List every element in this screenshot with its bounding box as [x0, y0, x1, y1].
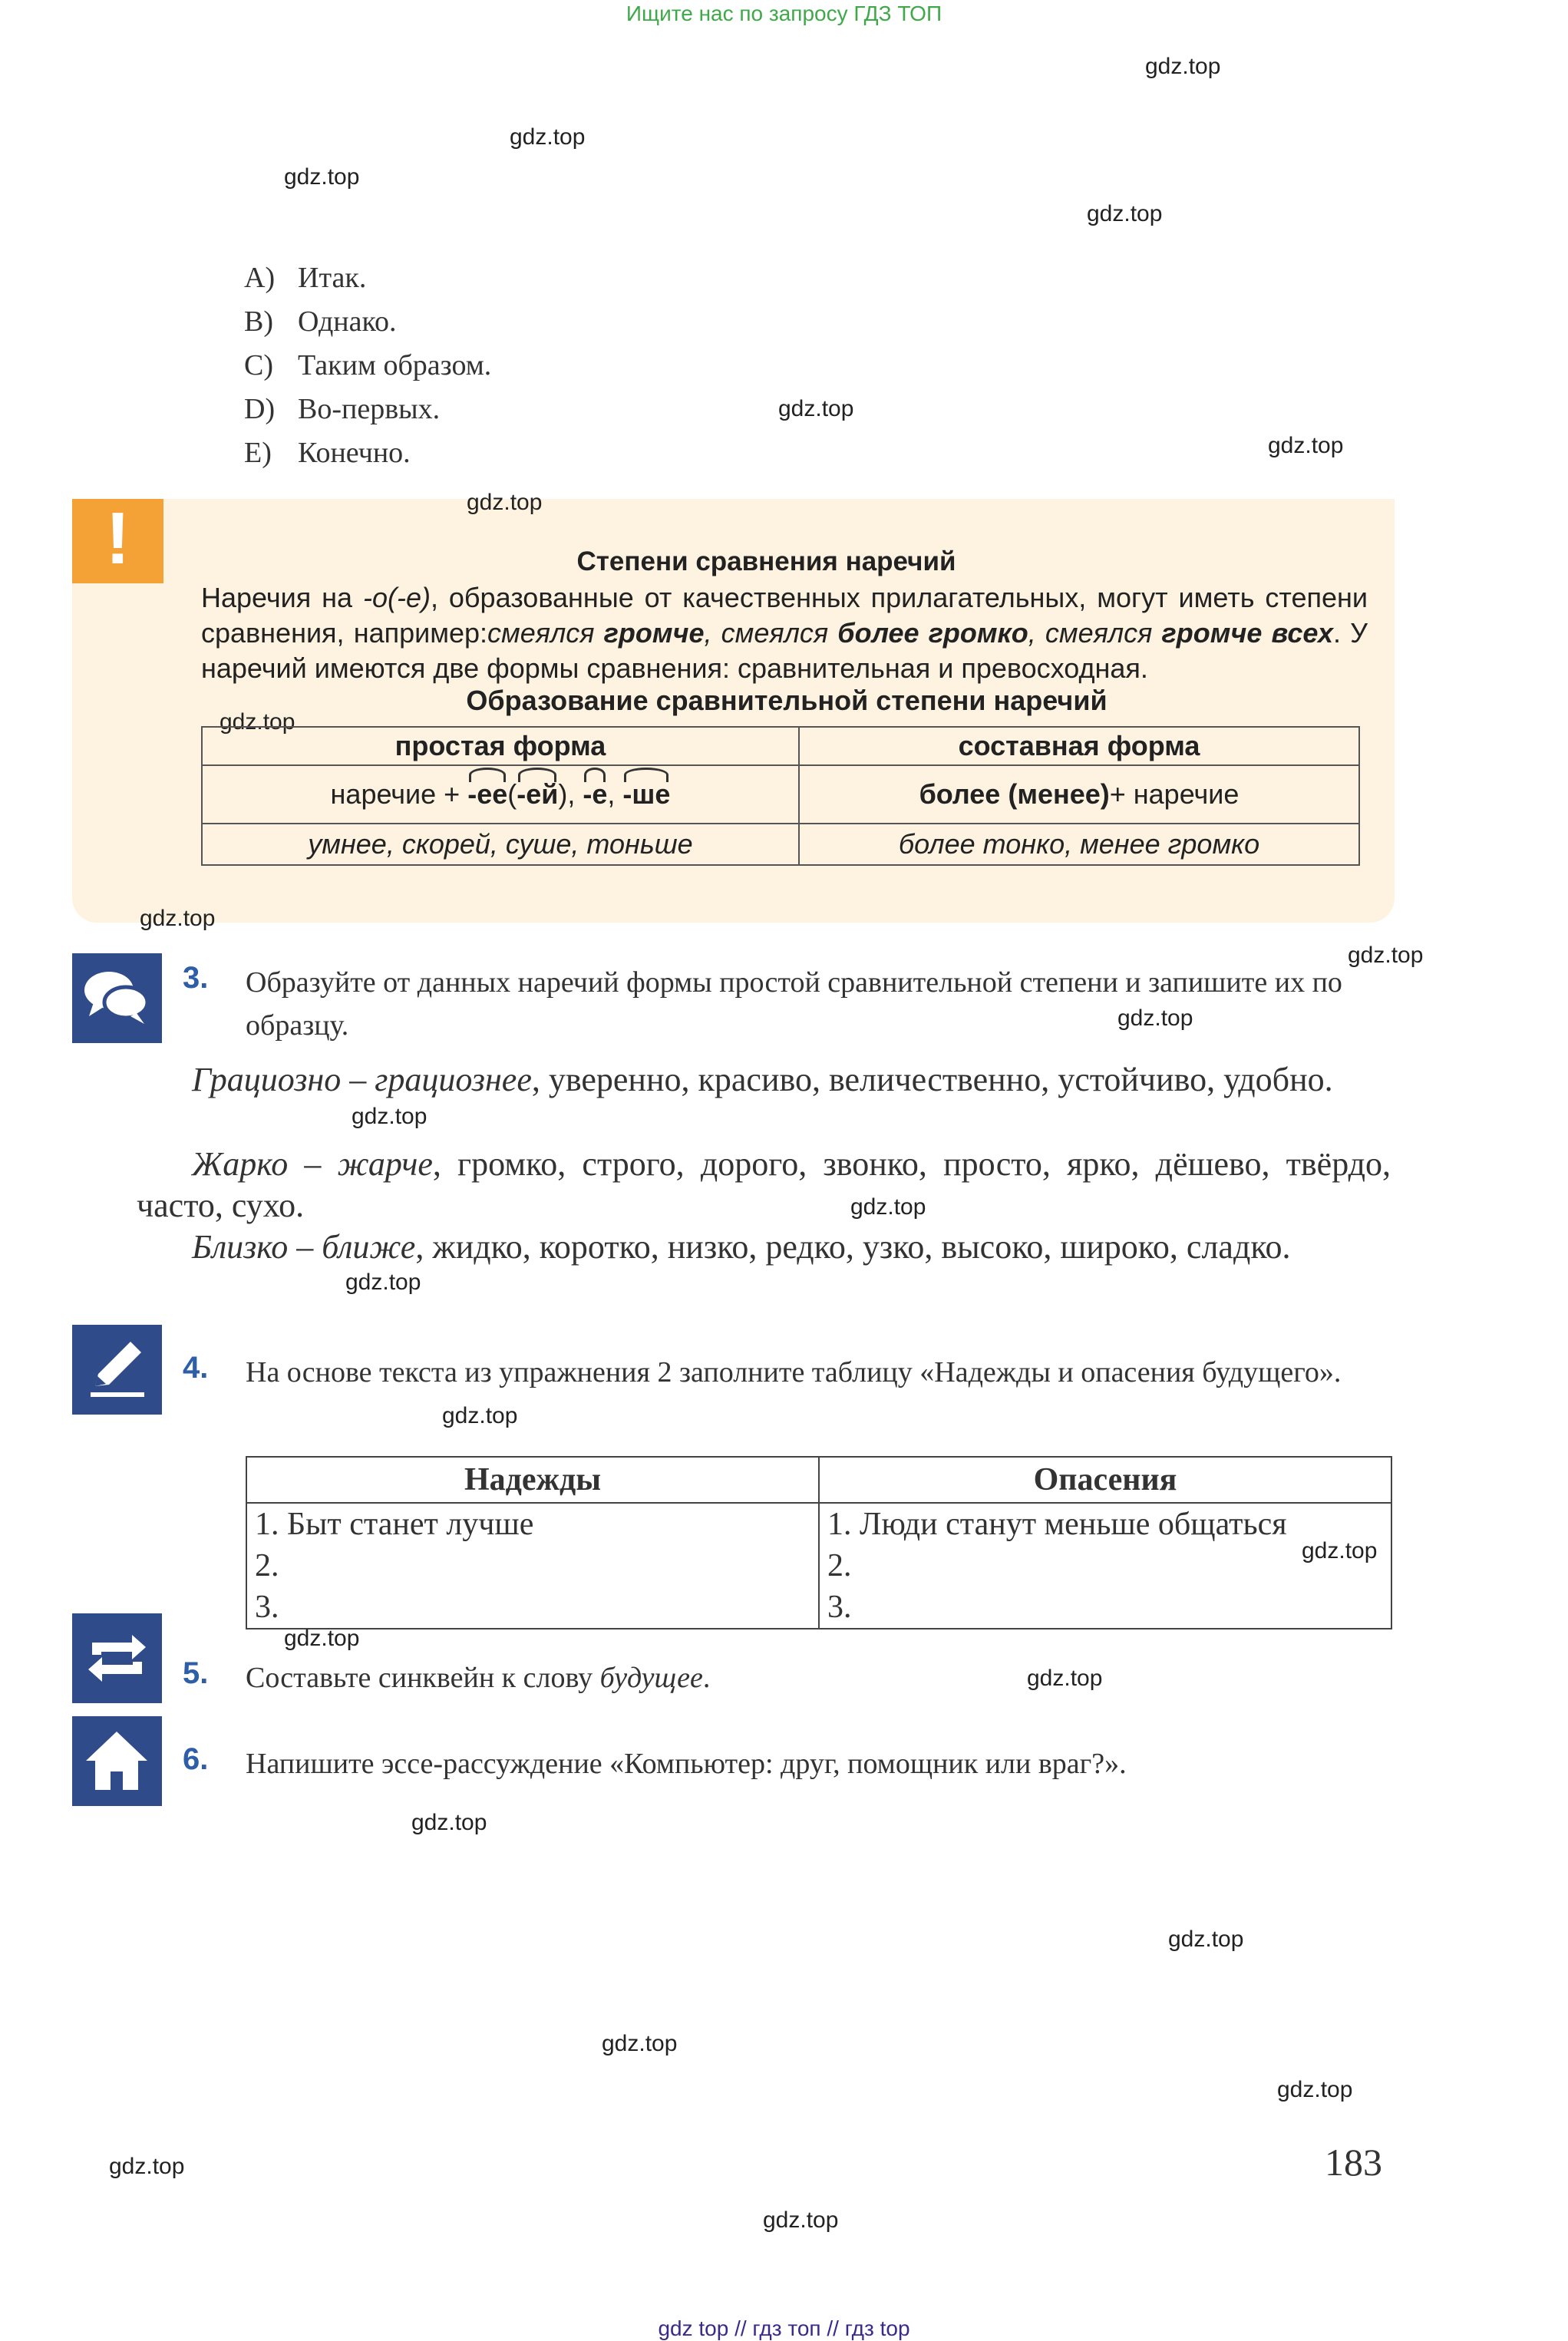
page-number: 183: [1325, 2141, 1382, 2184]
exercise-line: Грациозно – грациознее, уверенно, красиво, величественно, устойчиво, удобно.: [192, 1061, 1333, 1098]
task-text: На основе текста из упражнения 2 заполните таблицу «Надежды и опасения будущего».: [246, 1356, 1342, 1388]
answer-option: B) Однако.: [244, 305, 397, 338]
task-text: Образуйте от данных наречий формы простой сравнительной степени и запишите их по образцу.: [246, 966, 1342, 1042]
formation-table: [201, 726, 1360, 866]
task-number: 5.: [183, 1656, 209, 1690]
watermark: gdz.top: [411, 1810, 487, 1835]
exercise-line: Жарко – жарче, громко, строго, дорого, звонко, просто, ярко, дёшево, твёрдо, часто, сухо.: [137, 1145, 1391, 1224]
task-text: Составьте синквейн к слову будущее.: [246, 1662, 711, 1694]
watermark: gdz.top: [467, 490, 543, 515]
watermark: gdz.top: [345, 1270, 421, 1295]
answer-option: D) Во-первых.: [244, 393, 441, 425]
hopes-cell: [246, 1503, 819, 1629]
watermark: gdz.top: [850, 1194, 926, 1220]
hope-item: 3.: [255, 1590, 279, 1625]
answer-option: C) Таким образом.: [244, 349, 492, 381]
watermark: gdz.top: [109, 2154, 185, 2179]
watermark: gdz.top: [442, 1403, 518, 1428]
column-header-fears: Опасения: [819, 1457, 1391, 1503]
watermark: gdz.top: [1027, 1666, 1103, 1691]
watermark: gdz.top: [284, 1626, 360, 1651]
hope-item: 2.: [255, 1548, 279, 1583]
watermark: gdz.top: [1145, 54, 1221, 79]
watermark: gdz.top: [352, 1104, 427, 1129]
rule-title: Степени сравнения наречий: [576, 546, 956, 576]
answer-option: A) Итак.: [244, 262, 367, 294]
home-icon: [72, 1716, 162, 1806]
fears-cell: [819, 1503, 1391, 1629]
exclamation-icon: !: [72, 499, 163, 583]
watermark: gdz.top: [778, 396, 854, 421]
watermark: gdz.top: [602, 2031, 678, 2056]
fear-item: 2.: [827, 1548, 852, 1583]
hope-item: 1. Быт станет лучше: [255, 1507, 534, 1542]
fear-item: 1. Люди станут меньше общаться: [827, 1507, 1287, 1542]
fear-item: 3.: [827, 1590, 852, 1625]
rule-text: Наречия на -о(-е), образованные от качественных прилагательных, могут иметь степени сравнения, например:смеялся громче, смеялся более громко, смеялся громче всех. У наречий имеются две формы сравнения: сравнительная и превосходная.: [201, 582, 1368, 684]
exercise-line: Близко – ближе, жидко, коротко, низко, редко, узко, высоко, широко, сладко.: [192, 1228, 1291, 1266]
column-header-simple: простая форма: [202, 727, 799, 765]
watermark: gdz.top: [140, 906, 216, 931]
repeat-icon: [72, 1613, 162, 1703]
bottom-links[interactable]: gdz top // гдз топ // гдз top: [658, 2316, 910, 2340]
watermark: gdz.top: [284, 164, 360, 190]
watermark: gdz.top: [510, 124, 586, 150]
compound-examples: более тонко, менее громко: [799, 824, 1359, 865]
watermark: gdz.top: [1117, 1005, 1193, 1031]
top-banner[interactable]: Ищите нас по запросу ГДЗ ТОП: [626, 2, 942, 25]
simple-formula: наречие + -ее(-ей), -е, -ше: [202, 765, 799, 824]
column-header-compound: составная форма: [799, 727, 1359, 765]
compound-formula: более (менее)+ наречие: [799, 765, 1359, 824]
answer-option: E) Конечно.: [244, 437, 411, 469]
watermark: gdz.top: [1302, 1538, 1378, 1563]
column-header-hopes: Надежды: [246, 1457, 819, 1503]
watermark: gdz.top: [1277, 2077, 1353, 2102]
watermark: gdz.top: [763, 2207, 839, 2233]
watermark: gdz.top: [1348, 943, 1424, 968]
watermark: gdz.top: [1268, 433, 1344, 458]
task-text: Напишите эссе-рассуждение «Компьютер: друг, помощник или враг?».: [246, 1748, 1127, 1780]
watermark: gdz.top: [1168, 1927, 1244, 1952]
simple-examples: умнее, скорей, суше, тоньше: [202, 824, 799, 865]
task-number: 4.: [183, 1351, 209, 1385]
watermark: gdz.top: [1087, 201, 1163, 226]
watermark: gdz.top: [220, 709, 295, 735]
task-number: 6.: [183, 1742, 209, 1776]
hopes-fears-table: [246, 1456, 1392, 1629]
rule-box-left: [72, 583, 149, 923]
task-number: 3.: [183, 961, 209, 995]
speech-bubbles-icon: [72, 953, 162, 1043]
formation-table-title: Образование сравнительной степени наречий: [466, 685, 1108, 716]
pencil-icon: [72, 1325, 162, 1415]
